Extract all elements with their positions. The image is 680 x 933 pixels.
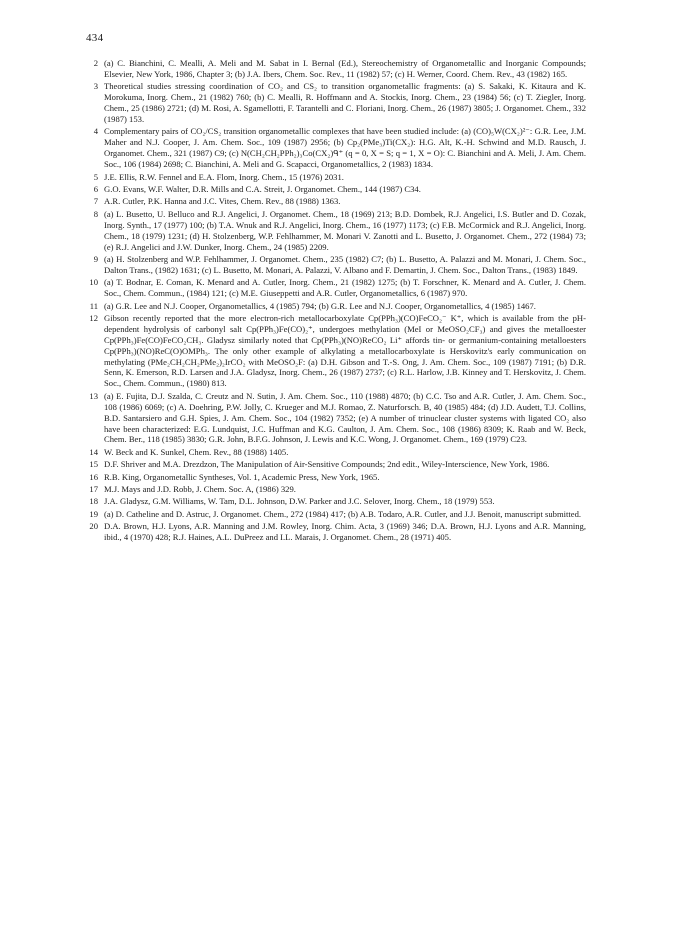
reference-item: [86, 521, 586, 543]
reference-item: [86, 209, 586, 253]
reference-item: [86, 484, 586, 495]
reference-text: D.A. Brown, H.J. Lyons, A.R. Manning and J.M. Rowley, Inorg. Chim. Acta, 3 (1969) 346; D.A. Brown, H.J. Lyons and A.R. Manning, ibid., 4 (1970) 428; R.J. Haines, A.L. DuPreez and I.L. Marais, J. Organomet. Chem., 28 (1971) 405.: [104, 521, 586, 543]
reference-item: [86, 447, 586, 458]
reference-text: Gibson recently reported that the more electron-rich metallocarboxylate Cp(PPh₃)(CO)FeCO₂⁻ K⁺, which is available from the pH-dependent hydrolysis of carbonyl salt Cp(PPh₃)Fe(CO)₂⁺, undergoes methylation (MeI or MeOSO₂CF₃) and gives the metalloester Cp(PPh₃)Fe(CO)FeCO₂CH₃. Gladysz similarly noted that Cp(PPh₃)(NO)ReCO₂ Li⁺ affords tin- or germanium-containing metalloesters Cp(PPh₃)(NO)ReC(O)OMPh₃. The only other example of alkylating a metallocarboxylate is Herskovitz's early communication on methylating (PMe₂CH₂CH₂PMe₂)₂IrCO₂ with MeOSO₂F: (a) D.H. Gibson and T.-S. Ong, J. Am. Chem. Soc., 109 (1987) 7191; (b) D.R. Senn, K. Emerson, R.D. Larsen and J.A. Gladysz, Inorg. Chem., 26 (1987) 2737; (c) R.L. Harlow, J.B. Kinney and T. Herskovitz, J. Chem. Soc., Chem. Commun., (1980) 813.: [104, 312, 586, 389]
reference-text: J.E. Ellis, R.W. Fennel and E.A. Flom, Inorg. Chem., 15 (1976) 2031.: [104, 171, 344, 182]
reference-number: 2: [93, 58, 98, 68]
reference-item: [86, 172, 586, 183]
reference-number: 5: [93, 171, 98, 182]
reference-item: [86, 313, 586, 389]
reference-text: (a) E. Fujita, D.J. Szalda, C. Creutz and N. Sutin, J. Am. Chem. Soc., 110 (1988) 4870; (b) C.C. Tso and A.R. Cutler, J. Am. Chem. Soc., 108 (1986) 6069; (c) A. Doehring, P.W. Jolly, C. Krueger and M.J. Romao, Z. Naturforsch. B, 40 (1985) 484; (d) J.D. Audett, T.J. Collins, B.D. Santarsiero and G.H. Spies, J. Am. Chem. Soc., 104 (1982) 7352; (e) A number of trinuclear cluster systems with ligated CO₂ also have been characterized: E.G. Lundquist, J.C. Huffman and K.G. Caulton, J. Am. Chem. Soc., 108 (1986) 8309; K. Raab and W. Beck, Chem. Ber., 118 (1985) 3830; G.R. John, B.F.G. Johnson, J. Lewis and K.C. Wong, J. Organomet. Chem., 169 (1979) C23.: [104, 390, 586, 445]
reference-item: [86, 184, 586, 195]
reference-number: 10: [89, 277, 98, 288]
reference-number: 17: [89, 484, 98, 495]
reference-text: M.J. Mays and J.D. Robb, J. Chem. Soc. A, (1986) 329.: [104, 484, 296, 495]
reference-item: [86, 254, 586, 276]
reference-item: [86, 81, 586, 125]
reference-text: (a) T. Bodnar, E. Coman, K. Menard and A. Cutler, Inorg. Chem., 21 (1982) 1275; (b) T. Forschner, K. Menard and A. Cutler, J. Chem. Soc., Chem. Commun., (1984) 121; (c) M.E. Giuseppetti and A.R. Cutler, Organometallics, 6 (1987) 970.: [104, 277, 586, 299]
reference-text: (a) C. Bianchini, C. Mealli, A. Meli and M. Sabat in I. Bernal (Ed.), Stereochemistry of Organometallic and Inorganic Compounds; Elsevier, New York, 1986, Chapter 3; (b) J.A. Ibers, Chem. Soc. Rev., 11 (1982) 57; (c) H. Werner, Coord. Chem. Rev., 43 (1982) 165.: [104, 58, 586, 79]
reference-item: [86, 509, 586, 520]
reference-text: Theoretical studies stressing coordination of CO₂ and CS₂ to transition organometallic fragments: (a) S. Sakaki, K. Kitaura and K. Morokuma, Inorg. Chem., 21 (1982) 760; (b) C. Mealli, R. Hoffmann and A. Stockis, Inorg. Chem., 23 (1984) 56; (c) T. Ziegler, Inorg. Chem., 25 (1986) 2721; (d) M. Rosi, A. Sgamellotti, F. Tarantelli and C. Floriani, Inorg. Chem., 26 (1987) 3805; J. Organomet. Chem., 332 (1987) 153.: [104, 81, 586, 125]
reference-number: 8: [93, 208, 98, 219]
reference-number: 12: [89, 312, 98, 323]
reference-item: [86, 196, 586, 207]
reference-number: 3: [93, 81, 98, 92]
reference-text: Complementary pairs of CO₂/CS₂ transition organometallic complexes that have been studied include: (a) (CO)₅W(CX₂)²⁻: G.R. Lee, J.M. Maher and N.J. Cooper, J. Am. Chem. Soc., 109 (1987) 2956; (b) Cp₂(PMe₃)Ti(CX₂): H.G. Alt, K.-H. Schwind and M.D. Rausch, J. Organomet. Chem., 321 (1987) C9; (c) N(CH₂CH₂PPh₂)₃Co(CX₂)ᑫ⁺ (q = 0, X = S; q = 1, X = O): C. Bianchini and A. Meli, J. Am. Chem. Soc., 106 (1984) 2698; C. Bianchini, A. Meli and G. Scapacci, Organometallics, 2 (1983) 1834.: [104, 126, 586, 170]
reference-number: 15: [89, 459, 98, 470]
reference-text: W. Beck and K. Sunkel, Chem. Rev., 88 (1988) 1405.: [104, 446, 289, 457]
reference-number: 14: [89, 446, 98, 457]
reference-item: [86, 301, 586, 312]
page-number: 434: [86, 32, 104, 44]
reference-item: [86, 391, 586, 446]
reference-number: 6: [93, 183, 98, 194]
reference-number: 13: [89, 390, 98, 401]
reference-text: D.F. Shriver and M.A. Drezdzon, The Manipulation of Air-Sensitive Compounds; 2nd edit., Wiley-Interscience, New York, 1986.: [104, 459, 550, 470]
reference-text: G.O. Evans, W.F. Walter, D.R. Mills and C.A. Streit, J. Organomet. Chem., 144 (1987) C34.: [104, 183, 421, 194]
reference-text: (a) H. Stolzenberg and W.P. Fehlhammer, J. Organomet. Chem., 235 (1982) C7; (b) L. Busetto, A. Palazzi and M. Monari, J. Chem. Soc., Dalton Trans., (1982) 1631; (c) L. Busetto, M. Monari, A. Palazzi, V. Albano and F. Demartin, J. Chem. Soc., Dalton Trans., (1983) 1849.: [104, 253, 586, 275]
reference-text: (a) L. Busetto, U. Belluco and R.J. Angelici, J. Organomet. Chem., 18 (1969) 213; B.D. Dombek, R.J. Angelici, I.S. Butler and D. Cozak, Inorg. Synth., 17 (1977) 100; (b) T.A. Wnuk and R.J. Angelici, Inorg. Chem., 16 (1977) 1173; (c) F.B. McCormick and R.J. Angelici, Inorg. Chem., 18 (1979) 1231; (d) H. Stolzenberg, W.P. Fehlhammer, M. Monari V. Zanotti and L. Busetto, J. Organomet. Chem., 272 (1984) 73; (e) R.J. Angelici and J.W. Dunker, Inorg. Chem., 24 (1985) 2209.: [104, 208, 586, 252]
reference-list: [86, 58, 586, 545]
reference-number: 7: [93, 196, 98, 207]
reference-number: 19: [89, 508, 98, 519]
reference-item: [86, 277, 586, 299]
reference-number: 20: [89, 521, 98, 532]
reference-number: 11: [89, 300, 98, 311]
reference-text: J.A. Gladysz, G.M. Williams, W. Tam, D.L. Johnson, D.W. Parker and J.C. Selover, Inorg. Chem., 18 (1979) 553.: [104, 496, 495, 507]
reference-item: [86, 126, 586, 170]
reference-text: R.B. King, Organometallic Syntheses, Vol. 1, Academic Press, New York, 1965.: [104, 471, 380, 482]
reference-text: (a) D. Catheline and D. Astruc, J. Organomet. Chem., 272 (1984) 417; (b) A.B. Todaro, A.R. Cutler, and J.J. Benoit, manuscript submitted.: [104, 508, 582, 519]
reference-number: 4: [93, 126, 98, 137]
reference-item: [86, 459, 586, 470]
reference-item: [86, 58, 586, 80]
reference-number: 18: [89, 496, 98, 507]
reference-number: 16: [89, 471, 98, 482]
reference-number: 9: [93, 253, 98, 264]
reference-text: A.R. Cutler, P.K. Hanna and J.C. Vites, Chem. Rev., 88 (1988) 1363.: [104, 196, 341, 207]
reference-item: [86, 472, 586, 483]
reference-text: (a) G.R. Lee and N.J. Cooper, Organometallics, 4 (1985) 794; (b) G.R. Lee and N.J. Cooper, Organometallics, 4 (1985) 1467.: [104, 300, 536, 311]
reference-item: [86, 496, 586, 507]
